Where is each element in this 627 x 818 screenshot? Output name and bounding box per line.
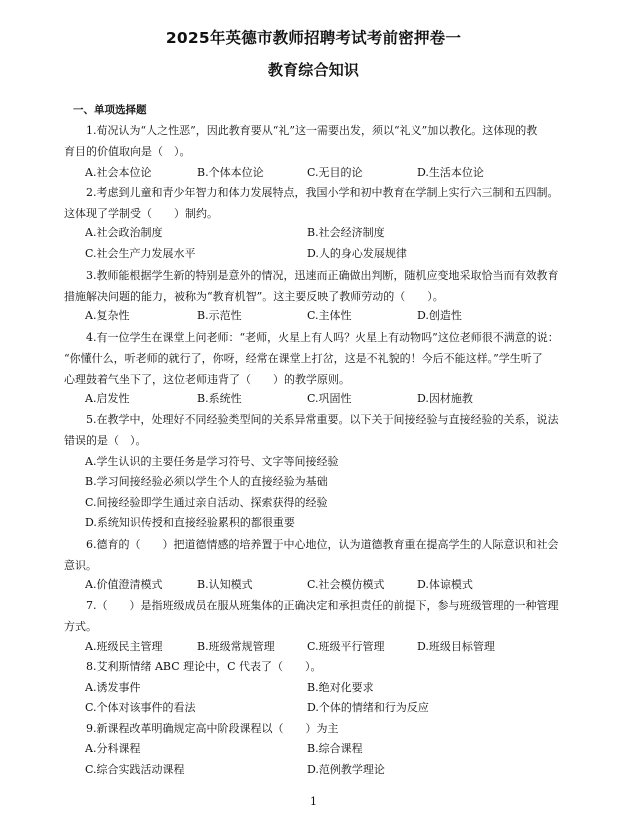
question-4-text-line1: 4.有一位学生在课堂上问老师：“老师，火星上有人吗？火星上有动物吗”这位老师很不满意的说： (86, 331, 559, 344)
option-d[interactable]: D.范例教学理论 (307, 763, 385, 776)
page-subtitle: 教育综合知识 (267, 61, 360, 79)
option-a[interactable]: A.社会本位论 (85, 166, 152, 179)
option-d[interactable]: D.创造性 (417, 309, 462, 322)
question-5-option-b-row (85, 471, 565, 492)
question-2-options-row1 (85, 222, 565, 243)
option-c[interactable]: C.社会生产力发展水平 (85, 247, 196, 260)
question-5-option-a-row (85, 451, 565, 472)
question-4-text-line3: 心理鼓着气坐下了，这位老师违背了（ ）的教学原则。 (64, 373, 350, 386)
question-9-text-line1: 9.新课程改革明确规定高中阶段课程以（ ）为主 (86, 722, 339, 735)
question-6-options (85, 574, 565, 595)
option-c[interactable]: C.主体性 (307, 309, 352, 322)
option-b[interactable]: B.学习间接经验必须以学生个人的直接经验为基础 (85, 475, 328, 488)
question-5-text-line2: 错误的是（ ）。 (64, 434, 147, 447)
option-a[interactable]: A.分科课程 (85, 742, 141, 755)
question-1-text-line2: 育目的价值取向是（ ）。 (64, 145, 191, 158)
option-d[interactable]: D.生活本位论 (417, 166, 484, 179)
question-8-options-row1 (85, 677, 565, 698)
question-2-text-line2: 这体现了学制受（ ）制约。 (64, 207, 218, 220)
option-b[interactable]: B.系统性 (197, 392, 242, 405)
question-7-options (85, 636, 565, 657)
option-d[interactable]: D.体谅模式 (417, 578, 473, 591)
question-1-options (85, 162, 565, 183)
option-c[interactable]: C.巩固性 (307, 392, 352, 405)
question-3-text-line2: 措施解决问题的能力，被称为“教育机智”。这主要反映了教师劳动的（ ）。 (64, 290, 444, 303)
option-a[interactable]: A.班级民主管理 (85, 640, 163, 653)
option-b[interactable]: B.社会经济制度 (307, 226, 385, 239)
option-d[interactable]: D.班级目标管理 (417, 640, 495, 653)
question-5 (64, 409, 564, 451)
question-3-options (85, 305, 565, 326)
option-c[interactable]: C.间接经验即学生通过亲自活动、探索获得的经验 (85, 496, 328, 509)
option-a[interactable]: A.复杂性 (85, 309, 130, 322)
option-b[interactable]: B.示范性 (197, 309, 242, 322)
question-1 (64, 120, 564, 162)
question-9-options-row2 (85, 759, 565, 780)
option-a[interactable]: A.社会政治制度 (85, 226, 163, 239)
question-3-text-line1: 3.教师能根据学生新的特别是意外的情况，迅速而正确做出判断，随机应变地采取恰当而有效教育 (86, 269, 559, 282)
page-title: 2025年英德市教师招聘考试考前密押卷一 (165, 29, 462, 47)
option-b[interactable]: B.绝对化要求 (307, 681, 374, 694)
question-8 (64, 656, 564, 677)
section-heading: 一、单项选择题 (73, 104, 147, 116)
option-c[interactable]: C.无目的论 (307, 166, 363, 179)
question-2-options-row2 (85, 243, 565, 264)
question-5-option-c-row (85, 492, 565, 513)
page-number: 1 (310, 795, 317, 808)
question-9-options-row1 (85, 738, 565, 759)
option-c[interactable]: C.个体对该事件的看法 (85, 701, 196, 714)
question-6 (64, 534, 564, 576)
option-b[interactable]: B.认知模式 (197, 578, 253, 591)
option-b[interactable]: B.班级常规管理 (197, 640, 275, 653)
question-3 (64, 265, 564, 307)
question-4-options (85, 388, 565, 409)
question-8-text-line1: 8.艾利斯情绪 ABC 理论中，C 代表了（ ）。 (86, 660, 322, 673)
option-b[interactable]: B.个体本位论 (197, 166, 264, 179)
question-5-text-line1: 5.在教学中，处理好不同经验类型间的关系异常重要。以下关于间接经验与直接经验的关系，说法 (86, 413, 559, 426)
question-7 (64, 595, 564, 637)
question-8-options-row2 (85, 697, 565, 718)
option-d[interactable]: D.系统知识传授和直接经验累积的都很重要 (85, 516, 295, 529)
question-4 (64, 327, 564, 390)
question-6-text-line2: 意识。 (64, 559, 97, 572)
question-6-text-line1: 6.德育的（ ）把道德情感的培养置于中心地位，认为道德教育重在提高学生的人际意识和社会 (86, 538, 559, 551)
option-d[interactable]: D.个体的情绪和行为反应 (307, 701, 429, 714)
question-7-text-line2: 方式。 (64, 620, 97, 633)
question-5-option-d-row (85, 512, 565, 533)
question-1-text-line1: 1.荀况认为“人之性恶”，因此教育要从“礼”这一需要出发，须以“礼义”加以教化。这体现的教 (86, 124, 538, 137)
question-7-text-line1: 7.（ ）是指班级成员在服从班集体的正确决定和承担责任的前提下，参与班级管理的一种管理 (86, 599, 559, 612)
option-d[interactable]: D.人的身心发展规律 (307, 247, 407, 260)
option-a[interactable]: A.诱发事件 (85, 681, 141, 694)
option-c[interactable]: C.社会模仿模式 (307, 578, 385, 591)
question-4-text-line2: “你懂什么，听老师的就行了，你呀，经常在课堂上打岔，这是不礼貌的！今后不能这样。”学生听了 (64, 352, 543, 365)
option-a[interactable]: A.学生认识的主要任务是学习符号、文字等间接经验 (85, 455, 339, 468)
option-b[interactable]: B.综合课程 (307, 742, 363, 755)
question-9 (64, 718, 564, 739)
option-a[interactable]: A.启发性 (85, 392, 130, 405)
option-c[interactable]: C.综合实践活动课程 (85, 763, 185, 776)
option-a[interactable]: A.价值澄清模式 (85, 578, 163, 591)
question-2-text-line1: 2.考虑到儿童和青少年智力和体力发展特点，我国小学和初中教育在学制上实行六三制和五四制。 (86, 186, 559, 199)
option-d[interactable]: D.因材施教 (417, 392, 473, 405)
question-2 (64, 182, 564, 224)
option-c[interactable]: C.班级平行管理 (307, 640, 385, 653)
